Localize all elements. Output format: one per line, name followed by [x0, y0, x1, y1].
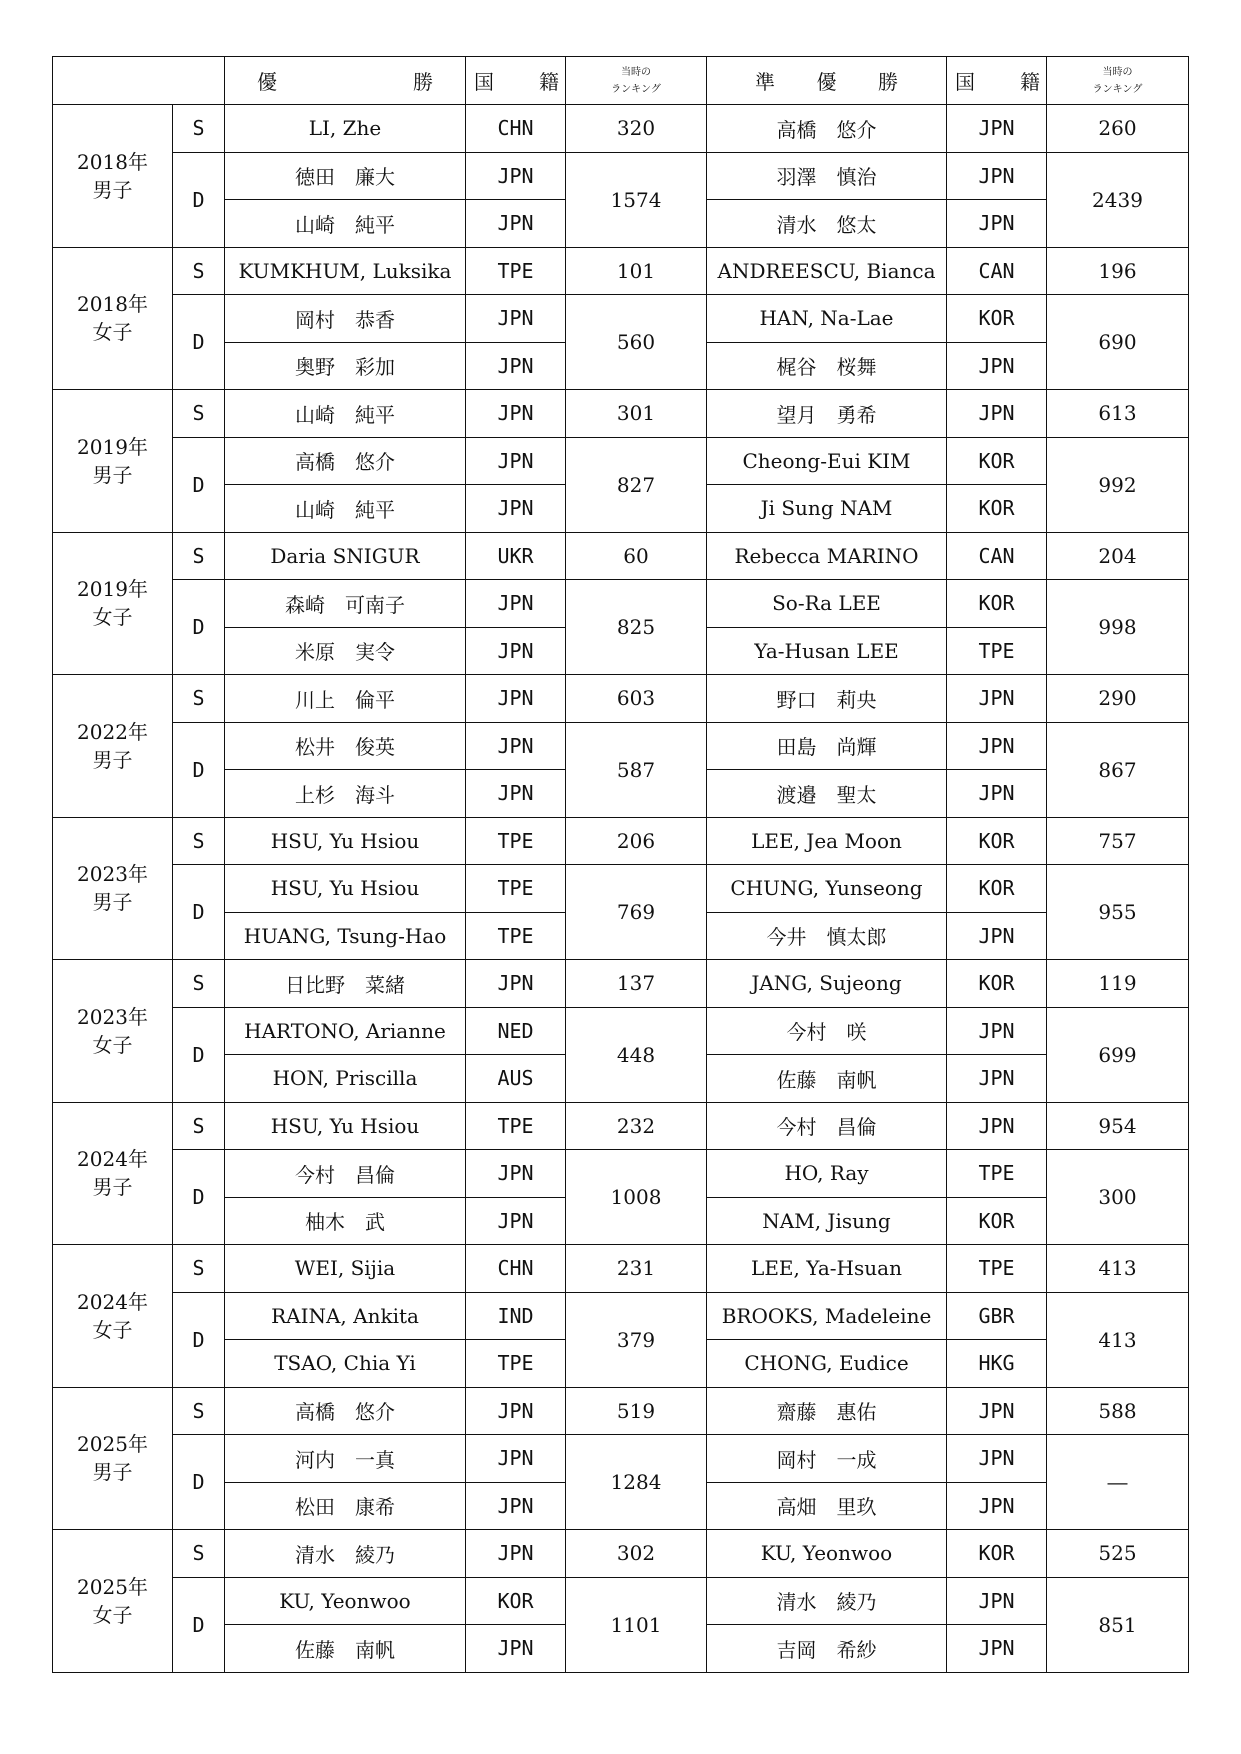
table-row — [53, 1150, 1189, 1198]
runner-up-name: Ya-Husan LEE — [707, 627, 947, 675]
runner-up-ranking: 955 — [1047, 865, 1189, 960]
table-row — [53, 865, 1189, 913]
runner-up-ranking: 954 — [1047, 1102, 1189, 1150]
winner-ranking: 232 — [566, 1102, 707, 1150]
winner-ranking: 825 — [566, 580, 707, 675]
runner-up-ranking: 260 — [1047, 105, 1189, 153]
runner-up-nationality: KOR — [947, 865, 1047, 913]
runner-up-ranking: 204 — [1047, 532, 1189, 580]
group-category: 男子 — [92, 890, 133, 915]
header-winner-ranking: 当時の ランキング — [566, 57, 707, 105]
winner-name: 河内 一真 — [225, 1435, 466, 1483]
group-year: 2024年 — [77, 1147, 148, 1172]
winner-ranking: 587 — [566, 722, 707, 817]
group-category: 女子 — [92, 1032, 133, 1057]
winner-ranking: 1008 — [566, 1150, 707, 1245]
runner-up-nationality: KOR — [947, 580, 1047, 628]
winner-name: 松井 俊英 — [225, 722, 466, 770]
winner-name: TSAO, Chia Yi — [225, 1340, 466, 1388]
group-label — [53, 1387, 173, 1530]
winner-name: 奥野 彩加 — [225, 342, 466, 390]
runner-up-name: 佐藤 南帆 — [707, 1055, 947, 1103]
runner-up-name: 清水 綾乃 — [707, 1577, 947, 1625]
winner-name: HARTONO, Arianne — [225, 1007, 466, 1055]
runner-up-name: 田島 尚輝 — [707, 722, 947, 770]
table-row — [53, 817, 1189, 865]
group-year: 2019年 — [77, 434, 148, 459]
group-label — [53, 105, 173, 248]
winner-name: WEI, Sijia — [225, 1245, 466, 1293]
group-label — [53, 675, 173, 818]
winner-ranking: 302 — [566, 1530, 707, 1578]
runner-up-name: BROOKS, Madeleine — [707, 1292, 947, 1340]
runner-up-ranking: 699 — [1047, 1007, 1189, 1102]
runner-up-name: 今村 咲 — [707, 1007, 947, 1055]
runner-up-name: JANG, Sujeong — [707, 960, 947, 1008]
winner-ranking: 60 — [566, 532, 707, 580]
runner-up-nationality: KOR — [947, 960, 1047, 1008]
runner-up-name: NAM, Jisung — [707, 1197, 947, 1245]
winner-name: 柚木 武 — [225, 1197, 466, 1245]
table-row — [53, 390, 1189, 438]
group-label — [53, 247, 173, 390]
winner-name: HON, Priscilla — [225, 1055, 466, 1103]
winner-ranking: 519 — [566, 1387, 707, 1435]
winner-nationality: TPE — [466, 817, 566, 865]
winner-ranking: 101 — [566, 247, 707, 295]
winner-nationality: AUS — [466, 1055, 566, 1103]
group-label — [53, 390, 173, 533]
runner-up-name: So-Ra LEE — [707, 580, 947, 628]
table-row — [53, 960, 1189, 1008]
runner-up-name: ANDREESCU, Bianca — [707, 247, 947, 295]
winner-ranking: 448 — [566, 1007, 707, 1102]
event-singles: S — [173, 1245, 225, 1293]
winner-name: 清水 綾乃 — [225, 1530, 466, 1578]
runner-up-nationality: JPN — [947, 342, 1047, 390]
winner-ranking: 137 — [566, 960, 707, 1008]
event-doubles: D — [173, 295, 225, 390]
event-doubles: D — [173, 1577, 225, 1672]
event-doubles: D — [173, 722, 225, 817]
group-year: 2022年 — [77, 719, 148, 744]
runner-up-nationality: JPN — [947, 1387, 1047, 1435]
runner-up-ranking: 290 — [1047, 675, 1189, 723]
group-year: 2018年 — [77, 292, 148, 317]
winner-ranking: 301 — [566, 390, 707, 438]
winner-nationality: JPN — [466, 1387, 566, 1435]
runner-up-nationality: JPN — [947, 722, 1047, 770]
event-singles: S — [173, 532, 225, 580]
runner-up-name: 渡邉 聖太 — [707, 770, 947, 818]
winner-nationality: JPN — [466, 1435, 566, 1483]
runner-up-name: HAN, Na-Lae — [707, 295, 947, 343]
winner-name: HSU, Yu Hsiou — [225, 865, 466, 913]
runner-up-nationality: JPN — [947, 390, 1047, 438]
table-header — [53, 57, 1189, 105]
group-year: 2024年 — [77, 1289, 148, 1314]
winner-nationality: KOR — [466, 1577, 566, 1625]
runner-up-ranking: 300 — [1047, 1150, 1189, 1245]
winner-nationality: JPN — [466, 342, 566, 390]
runner-up-nationality: HKG — [947, 1340, 1047, 1388]
runner-up-nationality: JPN — [947, 1577, 1047, 1625]
winner-name: 高橋 悠介 — [225, 437, 466, 485]
winner-ranking: 560 — [566, 295, 707, 390]
runner-up-name: LEE, Ya-Hsuan — [707, 1245, 947, 1293]
runner-up-name: HO, Ray — [707, 1150, 947, 1198]
winner-name: HSU, Yu Hsiou — [225, 1102, 466, 1150]
group-category: 女子 — [92, 320, 133, 345]
winner-ranking: 1101 — [566, 1577, 707, 1672]
event-singles: S — [173, 1530, 225, 1578]
runner-up-ranking: 867 — [1047, 722, 1189, 817]
winner-name: KUMKHUM, Luksika — [225, 247, 466, 295]
winner-name: 徳田 廉大 — [225, 152, 466, 200]
winner-name: 日比野 菜緒 — [225, 960, 466, 1008]
event-doubles: D — [173, 1292, 225, 1387]
runner-up-nationality: TPE — [947, 1245, 1047, 1293]
group-label — [53, 532, 173, 675]
runner-up-ranking: 613 — [1047, 390, 1189, 438]
winner-name: 今村 昌倫 — [225, 1150, 466, 1198]
table-row — [53, 1292, 1189, 1340]
winner-nationality: JPN — [466, 580, 566, 628]
winner-ranking: 769 — [566, 865, 707, 960]
runner-up-ranking: 690 — [1047, 295, 1189, 390]
winner-ranking: 1574 — [566, 152, 707, 247]
runner-up-nationality: JPN — [947, 1102, 1047, 1150]
runner-up-nationality: KOR — [947, 437, 1047, 485]
runner-up-name: 望月 勇希 — [707, 390, 947, 438]
winner-nationality: CHN — [466, 105, 566, 153]
runner-up-nationality: JPN — [947, 1625, 1047, 1673]
group-year: 2025年 — [77, 1574, 148, 1599]
winner-nationality: JPN — [466, 722, 566, 770]
winner-name: 高橋 悠介 — [225, 1387, 466, 1435]
winner-ranking: 603 — [566, 675, 707, 723]
event-singles: S — [173, 1102, 225, 1150]
winner-nationality: JPN — [466, 1530, 566, 1578]
runner-up-nationality: TPE — [947, 627, 1047, 675]
winner-name: RAINA, Ankita — [225, 1292, 466, 1340]
winner-name: LI, Zhe — [225, 105, 466, 153]
results-table — [52, 56, 1189, 1673]
runner-up-name: CHUNG, Yunseong — [707, 865, 947, 913]
winner-nationality: JPN — [466, 1150, 566, 1198]
winner-name: KU, Yeonwoo — [225, 1577, 466, 1625]
winner-ranking: 379 — [566, 1292, 707, 1387]
event-singles: S — [173, 675, 225, 723]
winner-name: HSU, Yu Hsiou — [225, 817, 466, 865]
runner-up-ranking: 992 — [1047, 437, 1189, 532]
runner-up-nationality: KOR — [947, 295, 1047, 343]
runner-up-name: 梶谷 桜舞 — [707, 342, 947, 390]
table-row — [53, 1435, 1189, 1483]
winner-nationality: JPN — [466, 200, 566, 248]
runner-up-nationality: CAN — [947, 532, 1047, 580]
table-row — [53, 1577, 1189, 1625]
winner-nationality: UKR — [466, 532, 566, 580]
runner-up-name: 今井 慎太郎 — [707, 912, 947, 960]
winner-name: 佐藤 南帆 — [225, 1625, 466, 1673]
table-body — [53, 105, 1189, 1673]
table-row — [53, 295, 1189, 343]
winner-name: 岡村 恭香 — [225, 295, 466, 343]
group-category: 男子 — [92, 1460, 133, 1485]
table-row — [53, 1007, 1189, 1055]
event-doubles: D — [173, 580, 225, 675]
runner-up-name: 吉岡 希紗 — [707, 1625, 947, 1673]
event-doubles: D — [173, 865, 225, 960]
runner-up-name: 今村 昌倫 — [707, 1102, 947, 1150]
table-row — [53, 580, 1189, 628]
winner-ranking: 1284 — [566, 1435, 707, 1530]
runner-up-nationality: KOR — [947, 1197, 1047, 1245]
runner-up-nationality: KOR — [947, 817, 1047, 865]
winner-name: 松田 康希 — [225, 1482, 466, 1530]
group-label — [53, 960, 173, 1103]
winner-nationality: JPN — [466, 295, 566, 343]
runner-up-name: Cheong-Eui KIM — [707, 437, 947, 485]
runner-up-name: 高橋 悠介 — [707, 105, 947, 153]
winner-nationality: JPN — [466, 1625, 566, 1673]
runner-up-ranking: 413 — [1047, 1245, 1189, 1293]
group-year: 2023年 — [77, 1004, 148, 1029]
table-row — [53, 1102, 1189, 1150]
table-row — [53, 152, 1189, 200]
event-doubles: D — [173, 1150, 225, 1245]
runner-up-ranking: ― — [1047, 1435, 1189, 1530]
runner-up-ranking: 757 — [1047, 817, 1189, 865]
winner-nationality: TPE — [466, 912, 566, 960]
group-label — [53, 1102, 173, 1245]
table-row — [53, 722, 1189, 770]
event-singles: S — [173, 1387, 225, 1435]
header-runner-up: 準 優 勝 — [707, 57, 947, 105]
runner-up-nationality: CAN — [947, 247, 1047, 295]
group-label — [53, 817, 173, 960]
group-year: 2025年 — [77, 1432, 148, 1457]
winner-nationality: TPE — [466, 1102, 566, 1150]
runner-up-nationality: JPN — [947, 1055, 1047, 1103]
winner-ranking: 320 — [566, 105, 707, 153]
winner-nationality: CHN — [466, 1245, 566, 1293]
winner-nationality: JPN — [466, 437, 566, 485]
runner-up-nationality: JPN — [947, 152, 1047, 200]
group-category: 男子 — [92, 462, 133, 487]
winner-name: 山崎 純平 — [225, 390, 466, 438]
runner-up-ranking: 413 — [1047, 1292, 1189, 1387]
winner-nationality: JPN — [466, 675, 566, 723]
winner-ranking: 827 — [566, 437, 707, 532]
event-singles: S — [173, 247, 225, 295]
runner-up-name: 野口 莉央 — [707, 675, 947, 723]
group-year: 2023年 — [77, 862, 148, 887]
runner-up-ranking: 851 — [1047, 1577, 1189, 1672]
runner-up-nationality: JPN — [947, 105, 1047, 153]
event-doubles: D — [173, 152, 225, 247]
header-winner-nationality: 国 籍 — [466, 57, 566, 105]
runner-up-ranking: 119 — [1047, 960, 1189, 1008]
runner-up-nationality: JPN — [947, 912, 1047, 960]
runner-up-ranking: 588 — [1047, 1387, 1189, 1435]
winner-ranking: 206 — [566, 817, 707, 865]
runner-up-nationality: GBR — [947, 1292, 1047, 1340]
runner-up-name: 岡村 一成 — [707, 1435, 947, 1483]
winner-nationality: TPE — [466, 1340, 566, 1388]
runner-up-nationality: TPE — [947, 1150, 1047, 1198]
header-winner: 優 勝 — [225, 57, 466, 105]
group-category: 男子 — [92, 177, 133, 202]
runner-up-ranking: 2439 — [1047, 152, 1189, 247]
runner-up-nationality: JPN — [947, 770, 1047, 818]
winner-name: 森崎 可南子 — [225, 580, 466, 628]
table-row — [53, 1387, 1189, 1435]
runner-up-ranking: 998 — [1047, 580, 1189, 675]
runner-up-nationality: JPN — [947, 1482, 1047, 1530]
header-runner-up-ranking: 当時の ランキング — [1047, 57, 1189, 105]
runner-up-name: 齋藤 惠佑 — [707, 1387, 947, 1435]
winner-nationality: TPE — [466, 247, 566, 295]
event-singles: S — [173, 390, 225, 438]
table-row — [53, 105, 1189, 153]
runner-up-name: 羽澤 慎治 — [707, 152, 947, 200]
header-blank — [53, 57, 225, 105]
table-row — [53, 1530, 1189, 1578]
runner-up-ranking: 525 — [1047, 1530, 1189, 1578]
group-category: 男子 — [92, 1175, 133, 1200]
table-row — [53, 675, 1189, 723]
winner-nationality: JPN — [466, 770, 566, 818]
winner-nationality: TPE — [466, 865, 566, 913]
header-runner-up-nationality: 国 籍 — [947, 57, 1047, 105]
event-doubles: D — [173, 437, 225, 532]
runner-up-name: 高畑 里玖 — [707, 1482, 947, 1530]
event-doubles: D — [173, 1007, 225, 1102]
table-row — [53, 532, 1189, 580]
winner-name: 米原 実令 — [225, 627, 466, 675]
event-singles: S — [173, 817, 225, 865]
runner-up-ranking: 196 — [1047, 247, 1189, 295]
table-row — [53, 247, 1189, 295]
winner-nationality: JPN — [466, 485, 566, 533]
runner-up-nationality: JPN — [947, 675, 1047, 723]
winner-ranking: 231 — [566, 1245, 707, 1293]
table-row — [53, 437, 1189, 485]
winner-nationality: JPN — [466, 1482, 566, 1530]
winner-name: 山崎 純平 — [225, 200, 466, 248]
group-year: 2018年 — [77, 149, 148, 174]
event-singles: S — [173, 105, 225, 153]
winner-nationality: JPN — [466, 1197, 566, 1245]
group-category: 男子 — [92, 747, 133, 772]
winner-nationality: JPN — [466, 960, 566, 1008]
group-category: 女子 — [92, 1602, 133, 1627]
winner-nationality: NED — [466, 1007, 566, 1055]
winner-name: 上杉 海斗 — [225, 770, 466, 818]
runner-up-nationality: KOR — [947, 485, 1047, 533]
winner-nationality: JPN — [466, 627, 566, 675]
event-doubles: D — [173, 1435, 225, 1530]
event-singles: S — [173, 960, 225, 1008]
runner-up-nationality: JPN — [947, 1007, 1047, 1055]
group-label — [53, 1530, 173, 1673]
group-year: 2019年 — [77, 577, 148, 602]
runner-up-name: Ji Sung NAM — [707, 485, 947, 533]
runner-up-name: LEE, Jea Moon — [707, 817, 947, 865]
runner-up-nationality: KOR — [947, 1530, 1047, 1578]
winner-nationality: IND — [466, 1292, 566, 1340]
runner-up-name: KU, Yeonwoo — [707, 1530, 947, 1578]
runner-up-nationality: JPN — [947, 200, 1047, 248]
winner-nationality: JPN — [466, 390, 566, 438]
runner-up-name: 清水 悠太 — [707, 200, 947, 248]
winner-name: 川上 倫平 — [225, 675, 466, 723]
winner-name: Daria SNIGUR — [225, 532, 466, 580]
runner-up-name: Rebecca MARINO — [707, 532, 947, 580]
runner-up-nationality: JPN — [947, 1435, 1047, 1483]
group-category: 女子 — [92, 605, 133, 630]
group-label — [53, 1245, 173, 1388]
group-category: 女子 — [92, 1317, 133, 1342]
winner-name: HUANG, Tsung-Hao — [225, 912, 466, 960]
runner-up-name: CHONG, Eudice — [707, 1340, 947, 1388]
winner-nationality: JPN — [466, 152, 566, 200]
winner-name: 山崎 純平 — [225, 485, 466, 533]
table-row — [53, 1245, 1189, 1293]
